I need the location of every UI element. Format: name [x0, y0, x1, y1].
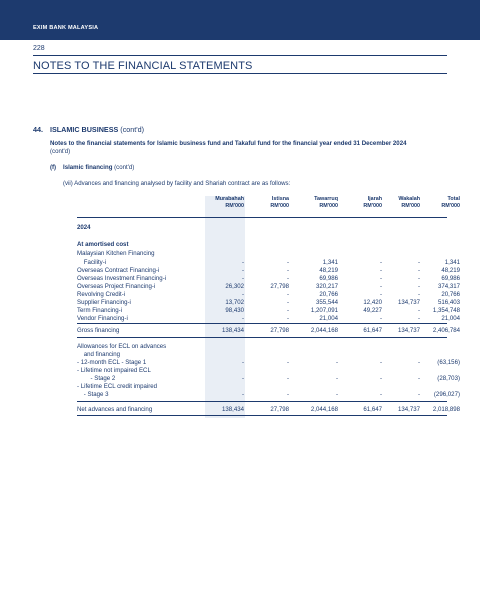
- row-label: Revolving Credit-i: [77, 291, 126, 298]
- table-row: [77, 299, 460, 307]
- column-name: Wakalah: [398, 196, 420, 202]
- cell-murabahah: -: [241, 391, 244, 398]
- table-row: [77, 351, 447, 359]
- row-label: Gross financing: [77, 327, 120, 334]
- table-row: [77, 375, 460, 383]
- cell-murabahah: -: [241, 315, 244, 322]
- section-number: 44.: [33, 125, 43, 134]
- cell-murabahah: -: [241, 267, 244, 274]
- header-rule: [77, 217, 447, 218]
- divider: [33, 73, 447, 74]
- table-row: [77, 383, 447, 391]
- cell-ijarah: 49,227: [363, 307, 382, 314]
- cell-murabahah: -: [241, 359, 244, 366]
- row-label: At amortised cost: [77, 241, 129, 248]
- row-label: - Lifetime ECL credit impaired: [77, 383, 158, 390]
- cell-ijarah: -: [379, 391, 382, 398]
- cell-tawarruq: -: [335, 375, 338, 382]
- year-label: 2024: [77, 224, 91, 231]
- column-name: Murabahah: [215, 196, 244, 202]
- cell-wakalah: -: [417, 291, 420, 298]
- column-name: Total: [447, 196, 460, 202]
- subtotal-rule: [77, 337, 447, 338]
- page-title: NOTES TO THE FINANCIAL STATEMENTS: [33, 60, 253, 72]
- cell-istisna: 27,798: [270, 406, 289, 413]
- row-label: Vendor Financing-i: [77, 315, 128, 322]
- table-row: [77, 343, 447, 351]
- cell-total: 69,986: [441, 275, 460, 282]
- cell-istisna: -: [286, 291, 289, 298]
- table-caption: (vii) Advances and financing analysed by facility and Shariah contract are as follows:: [63, 180, 291, 187]
- cell-total: (296,027): [433, 391, 460, 398]
- subtotal-rule: [77, 323, 447, 324]
- cell-ijarah: -: [379, 283, 382, 290]
- column-name: Tawarruq: [314, 196, 338, 202]
- cell-ijarah: -: [379, 259, 382, 266]
- row-label: Malaysian Kitchen Financing: [77, 250, 155, 257]
- cell-istisna: -: [286, 307, 289, 314]
- section-cont: (cont'd): [120, 125, 145, 134]
- cell-total: 2,406,784: [432, 327, 460, 334]
- column-unit: RM'000: [319, 203, 338, 209]
- table-row: [77, 367, 447, 375]
- cell-total: (28,703): [437, 375, 460, 382]
- row-label: Net advances and financing: [77, 406, 153, 413]
- cell-total: 2,018,898: [432, 406, 460, 413]
- total-rule: [77, 401, 447, 402]
- cell-murabahah: 138,434: [221, 327, 244, 334]
- cell-ijarah: 12,420: [363, 299, 382, 306]
- column-unit: RM'000: [270, 203, 289, 209]
- cell-total: 21,004: [441, 315, 460, 322]
- cell-wakalah: 134,737: [397, 406, 420, 413]
- subsection-title: Islamic financing: [63, 164, 113, 171]
- cell-murabahah: 98,430: [225, 307, 244, 314]
- column-header-total: [410, 196, 460, 210]
- cell-murabahah: -: [241, 259, 244, 266]
- row-label: Term Financing-i: [77, 307, 123, 314]
- total-rule: [77, 415, 447, 416]
- row-label: - Lifetime not impaired ECL: [77, 367, 151, 374]
- table-row: [77, 267, 460, 275]
- cell-total: 1,341: [444, 259, 460, 266]
- notes-text: Notes to the financial statements for Islamic business fund and Takaful fund for the financial year ended 31 December 2024: [50, 140, 407, 147]
- cell-total: 516,403: [437, 299, 460, 306]
- cell-istisna: -: [286, 359, 289, 366]
- cell-wakalah: -: [417, 267, 420, 274]
- table-row: [77, 327, 460, 335]
- cell-wakalah: 134,737: [397, 299, 420, 306]
- cell-ijarah: -: [379, 315, 382, 322]
- cell-ijarah: -: [379, 291, 382, 298]
- cell-tawarruq: -: [335, 391, 338, 398]
- table-row: [77, 315, 460, 323]
- cell-wakalah: -: [417, 275, 420, 282]
- table-row: [77, 406, 460, 414]
- cell-istisna: -: [286, 267, 289, 274]
- subsection-heading: [50, 164, 134, 171]
- cell-istisna: -: [286, 375, 289, 382]
- cell-tawarruq: 48,219: [319, 267, 338, 274]
- cell-murabahah: 13,702: [225, 299, 244, 306]
- column-header-istisna: [239, 196, 289, 210]
- cell-wakalah: 134,737: [397, 327, 420, 334]
- row-label: Overseas Contract Financing-i: [77, 267, 160, 274]
- brand-name: EXIM BANK MALAYSIA: [33, 25, 99, 31]
- column-unit: RM'000: [441, 203, 460, 209]
- column-header-tawarruq: [288, 196, 338, 210]
- cell-wakalah: -: [417, 283, 420, 290]
- cell-istisna: 27,798: [270, 327, 289, 334]
- row-label: Allowances for ECL on advances: [77, 343, 167, 350]
- divider: [33, 55, 447, 56]
- cell-tawarruq: 2,044,168: [310, 327, 338, 334]
- page-number: 228: [33, 45, 45, 52]
- cell-total: 1,354,748: [432, 307, 460, 314]
- cell-tawarruq: 1,207,091: [310, 307, 338, 314]
- cell-murabahah: 138,434: [221, 406, 244, 413]
- column-header-murabahah: [194, 196, 244, 210]
- table-row: [77, 391, 460, 399]
- row-label: - 12-month ECL - Stage 1: [77, 359, 147, 366]
- cell-total: 374,317: [437, 283, 460, 290]
- cell-istisna: -: [286, 391, 289, 398]
- row-label: Overseas Project Financing-i: [77, 283, 156, 290]
- cell-ijarah: -: [379, 275, 382, 282]
- cell-wakalah: -: [417, 391, 420, 398]
- table-row: [77, 359, 460, 367]
- subsection-label: (f): [50, 164, 57, 171]
- cell-tawarruq: 1,341: [322, 259, 338, 266]
- cell-ijarah: -: [379, 375, 382, 382]
- column-name: Ijarah: [367, 196, 382, 202]
- table-row: [77, 241, 447, 249]
- table-row: [77, 283, 460, 291]
- cell-wakalah: -: [417, 307, 420, 314]
- cell-tawarruq: 20,766: [319, 291, 338, 298]
- cell-murabahah: 26,302: [225, 283, 244, 290]
- cell-tawarruq: 355,544: [315, 299, 338, 306]
- cell-murabahah: -: [241, 375, 244, 382]
- cell-istisna: -: [286, 299, 289, 306]
- cell-wakalah: -: [417, 315, 420, 322]
- cell-tawarruq: -: [335, 359, 338, 366]
- column-name: Istisna: [271, 196, 289, 202]
- row-label: Facility-i: [77, 259, 107, 266]
- section-heading: [33, 125, 144, 134]
- column-unit: RM'000: [225, 203, 244, 209]
- cell-total: 20,766: [441, 291, 460, 298]
- cell-tawarruq: 21,004: [319, 315, 338, 322]
- cell-wakalah: -: [417, 375, 420, 382]
- cell-istisna: -: [286, 259, 289, 266]
- cell-ijarah: 61,647: [363, 406, 382, 413]
- cell-murabahah: -: [241, 291, 244, 298]
- table-row: [77, 307, 460, 315]
- cell-istisna: 27,798: [270, 283, 289, 290]
- subsection-cont: (cont'd): [114, 164, 135, 171]
- cell-murabahah: -: [241, 275, 244, 282]
- cell-istisna: -: [286, 275, 289, 282]
- row-label: and financing: [77, 351, 121, 358]
- row-label: - Stage 2: [77, 375, 116, 382]
- table-row: [77, 291, 460, 299]
- cell-ijarah: -: [379, 267, 382, 274]
- section-title: ISLAMIC BUSINESS: [50, 125, 119, 134]
- cell-tawarruq: 320,217: [315, 283, 338, 290]
- table-row: [77, 259, 460, 267]
- notes-cont: (cont'd): [50, 148, 71, 156]
- row-label: Overseas Investment Financing-i: [77, 275, 167, 282]
- notes-heading: [50, 140, 447, 157]
- row-label: - Stage 3: [77, 391, 109, 398]
- cell-istisna: -: [286, 315, 289, 322]
- row-label: Supplier Financing-i: [77, 299, 131, 306]
- cell-ijarah: -: [379, 359, 382, 366]
- column-unit: RM'000: [401, 203, 420, 209]
- cell-total: (63,156): [437, 359, 460, 366]
- cell-total: 48,219: [441, 267, 460, 274]
- header-bar: [0, 0, 480, 40]
- cell-wakalah: -: [417, 359, 420, 366]
- cell-ijarah: 61,647: [363, 327, 382, 334]
- cell-tawarruq: 2,044,168: [310, 406, 338, 413]
- cell-wakalah: -: [417, 259, 420, 266]
- column-unit: RM'000: [363, 203, 382, 209]
- table-row: [77, 275, 460, 283]
- table-row: [77, 250, 447, 258]
- cell-tawarruq: 69,986: [319, 275, 338, 282]
